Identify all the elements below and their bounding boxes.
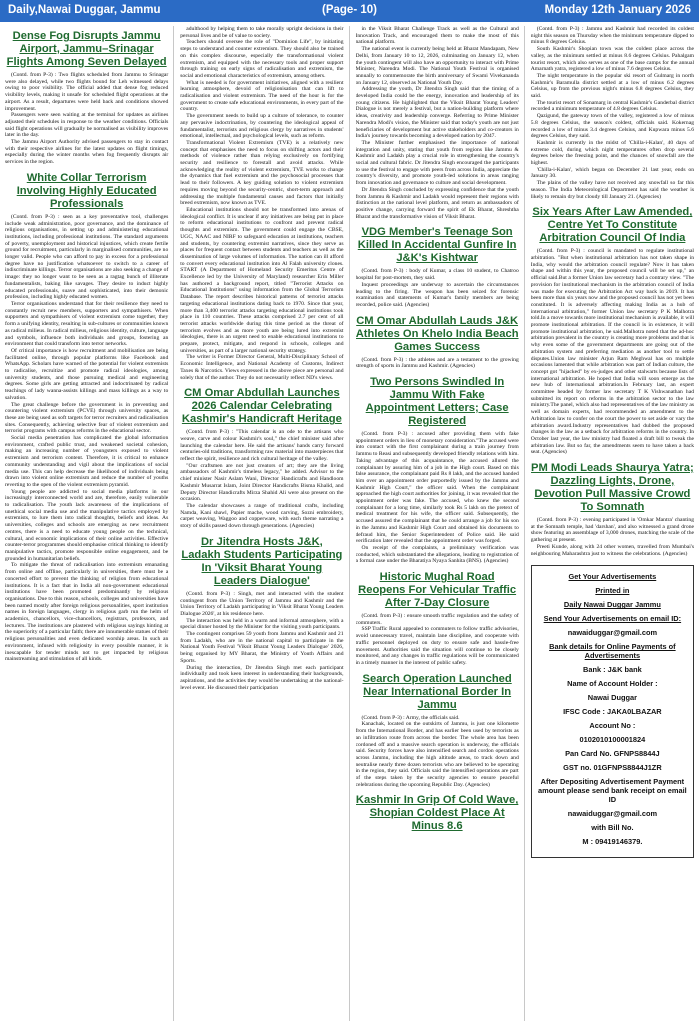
story-paragraph: (Contd. from P-3) : seen as a key preventative tool, challenges include weak administration, poor governance, and the dominance of religious organisations, in setting up and administering educational institutions, including professional institutions. The standard arguments of poverty, unemployment and historical injustices, which create fertile ground for recruitment, particularly in marginalised communities, are no longer valid. People who can afford to pay in excess for a professional degree have no justification whatsoever to switch to a career of indiscriminate killings. Terror organisations are also seeking a change of image: they no longer want to be seen as a ragtag bunch of illiterate fundamentalists, baking like savages. They desire to induct highly educated professionals, suave and sophisticated, into their demonic profession, including highly educated women. xyxy=(5,213,169,301)
column-1 xyxy=(5,26,174,1021)
story-paragraph: To mitigate the threat of radicalisation into extremism emanating from online and offline, particularly in universities, there must be a concerted effort to prevent the thinking of religion from educational institutions. It is a fact that in India all non-government educational institutions have been promoted predominantly by religious organisations. Due to this reason, schools, colleges and universities have been named mostly after foreign religious personalities, sport institution names in foreign languages, clergy in religious garb run the helm of academics, chancellors, vice-chancellors, registrars, professors, and lecturers. The institutions are plastered with religious sayings hinting at the superiority of a particular faith; there are innumerable statues of their religious personalities and even dedicated worship areas. In such an environment, infused with religiosity in every possible manner, it is inescapable for tender minds not to get impacted by religious mainstreaming and stimulation of all kinds. xyxy=(5,562,169,663)
story-paragraph: The night temperature in the popular ski resort of Gulmarg in north Kashmir's Baramulla district settled at a low of minus 6.2 degrees Celsius, up from the previous night's minus 6.8 degrees Celsius, they said. xyxy=(530,72,694,100)
story-paragraph: South Kashmir's Shopian town was the coldest place across the valley, as the minimum settled at minus 8.6 degrees Celsius. Pahalgam tourist resort, which also serves as one of the base camps for the annual Amarnath yatra, registered a low of minus 7.6 degrees Celsius. xyxy=(530,46,694,73)
news-story xyxy=(356,673,519,789)
story-paragraph: (Contd. from P-3) : "This calendar is an ode to the artisans who weave, carve and colour Kashmir's soul," the chief minister said after launching the calendar here. He said the artisans' hands carry forward centuries-old traditions, transforming raw material into masterpieces that reflect the spirit, resilience and rich cultural heritage of the valley. xyxy=(180,429,344,463)
story-paragraph: (Contd. from P-3) : body of Kumar, a class 10 student, to Chatroo hospital for post-mortem, they said. xyxy=(355,268,519,282)
columns xyxy=(5,26,694,1021)
news-story xyxy=(531,26,694,200)
news-story xyxy=(356,376,519,565)
headline: Six Years After Law Amended, Centre Yet To Constitute Arbitration Council Of India xyxy=(532,206,693,245)
news-story xyxy=(356,26,519,220)
news-story xyxy=(180,26,343,381)
story-paragraph: The contingent comprises 59 youth from Jammu and Kashmir and 21 from Ladakh, who are in the national capital to participate in the National Youth Festival 'Viksit Bharat Young Leaders Dialogue' 2026, being organised by MY Bharat, the Ministry of Youth Affairs and Sports. xyxy=(180,631,344,664)
ad-line: Pan Card No. GFNPS8844J xyxy=(565,749,660,759)
ad-line: Get Your Advertisements xyxy=(568,572,657,582)
story-paragraph: Preeti Kunde, along with 24 other women, travelled from Mumbai's neighbouring Maharashtra just to witness the celebrations. (Agencies) xyxy=(530,543,694,557)
ad-line: Nawai Duggar xyxy=(587,693,638,703)
story-paragraph: adulthood by helping them to take morally upright decisions in their personal lives and be of value to society. xyxy=(180,26,344,39)
story-paragraph: "Our craftsmen are not just creators of art; they are the living ambassadors of Kashmir's timeless legacy," he added. Advisor to the chief minister Nasir Aslam Wani, Director Handicrafts and Handloom Kashmir Musarrat Islam, Joint Director Handicrafts Bisma Khalid, and Deputy Director Handicrafts Mirza Shahid Ali were also present on the occasion. xyxy=(180,462,344,503)
story-paragraph: The great challenge before the government is in preventing and countering violent extremism (PCVE) through university spaces, as these are being used as soft targets for terror recruiters and radicalisation sites. Consequently, achieving selective fear of violent extremism and terrorist programs with campus reforms in the educational sector. xyxy=(5,401,169,435)
ad-line: Daily Nawai Duggar Jammu xyxy=(563,600,661,610)
news-story xyxy=(180,536,343,692)
ad-line: After Depositing Advertisement Payment amount please send bank receipt on email ID xyxy=(538,777,687,805)
story-paragraph: Social media penetration has complicated the global information environment, crafted public trust, and weakened societal cohesion, making an increasing number of youngsters exposed to violent extremism and terrorism content. Therefore, it is critical to enhance community understanding and vigil about the implications of social media use. This can help decrease the likelihood of individuals being drawn into violent online extremism and reduce the number of youths reverting to the open of the violent extremism pyramid. xyxy=(5,435,169,488)
story-paragraph: (Contd. from P-3) : Jammu and Kashmir had recorded its coldest night this season on Thursday when the minimum temperature dipped to minus 8 degrees Celsius. xyxy=(530,26,694,46)
story-paragraph: Passengers were seen waiting at the terminal for updates as airlines adjusted their schedules in response to the weather conditions. Officials said flight operations will gradually be normalised as visibility improves later in the day. xyxy=(5,112,169,139)
story-paragraph: The Jammu Airport Authority advised passengers to stay in contact with their respective airlines for the latest updates on flight timings, especially during the winter months when fog frequently disrupts air services in the region. xyxy=(5,139,169,166)
story-paragraph: (Contd. from P-3) : ensure smooth traffic regulation and the safety of commuters. xyxy=(355,613,519,626)
story-paragraph: (Contd. from P-3) : the athletes and are a testament to the growing strength of sports in Jammu and Kashmir. (Agencies) xyxy=(355,356,519,370)
story-paragraph: Inquest proceedings are underway to ascertain the circumstances leading to the firing. The weapon has been seized for forensic examination and statements of Kumar's family members are being recorded, police said. (Agencies) xyxy=(355,281,519,308)
headline: VDG Member's Teenage Son Killed In Accidental Gunfire In J&K's Kishtwar xyxy=(357,226,517,265)
news-story xyxy=(356,315,519,370)
story-paragraph: Qazigund, the gateway town of the valley, registered a low of minus 5.8 degrees Celsius, the season's coldest, officials said. Kokernag recorded a low of minus 3.4 degrees Celsius, and Kupwara minus 5.6 degrees Celsius, they said. xyxy=(530,113,694,140)
ad-line: Printed in xyxy=(595,586,630,596)
story-paragraph: The tourist resort of Sonamarg in central Kashmir's Ganderbal district recorded a minimum temperature of 4.8 degrees Celsius. xyxy=(530,99,694,113)
ad-line: M : 09419146379. xyxy=(582,837,643,847)
headline: Dense Fog Disrupts Jammu Airport, Jammu–Srinagar Flights Among Seven Delayed xyxy=(6,30,167,68)
news-story xyxy=(5,172,168,663)
story-paragraph: Teachers should oversee the role of "Dominion Life", by initiating steps to understand and counter extremism. They should also be trained on this complex discourse, especially the transformational violent extremism, and equipped with the necessary tools and proper support through training on early signs of radicalisation and extremism, the social and emotional characteristics of extremism, among others. xyxy=(180,39,344,79)
story-paragraph: 'Chilla-i-Kalan', which began on December 21 last year, ends on January 30. xyxy=(530,166,694,180)
page-number: (Page- 10) xyxy=(322,4,377,16)
ad-line: Bank details for Online Payments of Advertisements xyxy=(549,642,676,661)
news-story xyxy=(356,794,519,833)
headline: Two Persons Swindled In Jammu With Fake Appointment Letters; Case Registered xyxy=(365,376,509,428)
headline: CM Omar Abdullah Launches 2026 Calendar Celebrating Kashmir's Handicraft Heritage xyxy=(181,387,342,426)
story-paragraph: Kanachak, located on the outskirts of Jammu, is just one kilometre from the International Border, and has earlier been used by terrorists as an infiltration route from across the border. The whole area has been cordoned off and a massive search operation is underway, the officials said. Security forces have also intensified search and cordon operations across Jammu, including the high altitude areas, to track down and neutralise nearly three dozen terrorists who are believed to be operating in the region, they said. Officials said the intensified operations are part of the steps taken by the security agencies to ensure peaceful celebrations during the upcoming Republic Day. (Agencies) xyxy=(355,721,519,788)
story-paragraph: (Contd. from P-3) : Two flights scheduled from Jammu to Srinagar were also delayed, while two flights bound for Leh witnessed delays owing to poor visibility. The official added that dense fog reduced visibility levels, making it unsafe for scheduled flight operations at the airport. As a result, departures were held back and conditions showed improvement. xyxy=(5,72,169,112)
ad-line: Bank : J&K bank xyxy=(583,665,642,675)
story-paragraph: (Contd. from P-3) : accused after providing them with fake appointment orders in lieu of monetary consideration."The accused were into contact with the first complainant during a train journey from Jammu to Reasi and subsequently developed friendly relations with him. Taking advantage of this acquaintance, the accused allured the complainant by assuring him of a job in the High court. Based on this false assurance, the complainant paid Rs 8 lakh, and the accused handed him over an appointment order purportedly issued by the Jammu and Kashmir High Court," the officer said. When the complainant approached the high court authorities for joining, it was revealed that the appointment order was fake. The accused, who knew the second complainant for a long time, similarly took Rs 5 lakh on the pretext of medical treatment for his wife, the officer said. Subsequently, the accused assured the complainant that he could arrange a job for his son in the Jammu and Kashmir High Court and obtained his documents to defraud him, the Senior Superintendent of Police said. He said verification later revealed that the appointment order was forged. xyxy=(355,431,519,545)
column-4 xyxy=(531,26,694,1021)
story-paragraph: The national event is currently being held at Bharat Mandapam, New Delhi, from January 10 to 12, 2026, culminating on January 12, when the youth contingent will also have an opportunity to interact with Prime Minister, Narendra Modi. The National Youth Festival is organised annually to commemorate the birth anniversary of Swami Vivekananda on January 12, observed as National Youth Day. xyxy=(355,46,519,86)
news-story xyxy=(531,462,694,557)
story-paragraph: The calendar showcases a range of traditional crafts, including Namda, Kani shawl, Papier mache, wood carving, Sozni embroidery, carpet weaving, Waggoo and copperware, with each theme narrating a story of skills passed down through generations. (Agencies) xyxy=(180,503,344,530)
issue-date: Monday 12th January 2026 xyxy=(544,4,691,16)
ad-line: nawaiduggar@gmail.com xyxy=(567,628,658,638)
headline: White Collar Terrorism Involving Highly Educated Professionals xyxy=(16,171,157,210)
story-paragraph: Transformational Violent Extremism (TVE) is a relatively new concept that emphasises the need to focus on shifting actors and their methods of violence rather than relying exclusively on fortifying security and resilience to forestall and avoid attacks. While acknowledging the reality of violent extremism, TVE works to change the dynamics that fuel extremism and the psychosocial processes that lead to their followers. A key guiding solution to violent extremism requires moving beyond the security-centric, short-term approach and addressing the multiple fundamental causes and factors that initially breed extremism, now known as TVE. xyxy=(180,139,344,207)
headline: CM Omar Abdullah Lauds J&K Athletes On Khelo India Beach Games Success xyxy=(355,314,519,353)
story-paragraph: During the interaction, Dr Jitendra Singh met each participant individually and took keen interest in understanding their backgrounds, aspirations, and the activities they would be undertaking at the national-level event. He discussed their participation xyxy=(180,664,344,691)
story-paragraph: The Minister further emphasised the importance of national integration and unity, stating that youth from regions like Jammu & Kashmir and Ladakh play a crucial role in strengthening the country's social and cultural fabric. Dr Jitendra Singh encouraged the participants to use the festival to engage with peers from across India, appreciate the country's diversity, and promote youth-led solutions in areas ranging from innovation and governance to culture and social development. xyxy=(355,139,519,187)
publication-name: Daily,Nawai Duggar, Jammu xyxy=(8,4,161,16)
ad-line: Send Your Advertisements on email ID: xyxy=(543,614,682,624)
story-paragraph: in the Viksit Bharat Challenge Track as well as the Cultural and Innovation Track, and encouraged them to make the most of this national platform. xyxy=(355,26,519,46)
story-paragraph: The interaction was held in a warm and informal atmosphere, with a special dinner hosted by the Minister for the visiting youth participants. xyxy=(180,617,344,631)
story-paragraph: (Contd. from P-3) : evening participated in 'Omkar Mantra' chanting at the Somnath temple, had 'darshan', and also witnessed a grand drone show featuring an assemblage of 3,000 drones, matching the scale of the gathering at present. xyxy=(530,517,694,544)
advertisement-box xyxy=(531,565,694,858)
news-story xyxy=(356,571,519,667)
story-paragraph: The writer is Former Director General, Multi-Disciplinary School of Economic Intelligence, and National Academy of Customs, Indirect Taxes & Narcotics. Views expressed in the above piece are personal and solely that of the author. They do not necessarily reflect ND's views. xyxy=(180,354,344,381)
headline: Dr Jitendra Hosts J&K, Ladakh Students Participating In 'Viksit Bharat Young Leaders Dialogue' xyxy=(181,535,343,587)
story-paragraph: What is needed is for government initiatives, aligned with a resilient learning atmosphere, devoid of religionisation that can lift to radicalisation and violent extremism. The need of the hour is for the government to create safe educational environments, in every part of the country. xyxy=(180,79,344,113)
story-paragraph: (Contd. from P-3) : Singh, met and interacted with the student contingent from the Union Territory of Jammu and Kashmir and the Union Territory of Ladakh participating in 'Viksit Bharat Young Leaders Dialogue 2026', at his residence here. xyxy=(180,590,344,617)
column-2 xyxy=(180,26,349,1021)
story-paragraph: The government needs to build up a culture of tolerance, to counter any pervasive indoctrination, by countering the ideological appeal of fundamentalist, terrorists and religious clergy by narratives in students' emotional, intellectual, and psychological levels, such as reform. xyxy=(180,113,344,140)
story-paragraph: On receipt of the complaints, a preliminary verification was conducted, which substantiated the allegations, leading to registration of a formal case under the Bharatiya Nyaya Sanhita (BNS). (Agencies) xyxy=(355,544,519,565)
column-4-stories xyxy=(531,26,694,557)
ad-line: 0102010100001824 xyxy=(579,735,646,745)
headline: Search Operation Launched Near International Border In Jammu xyxy=(362,672,512,711)
story-paragraph: Young people are addicted to social media platforms in our increasingly interconnected world and are, therefore, easily vulnerable to radicalisation. The youth lack awareness of the implications of unethical social media use and the manipulative tactics employed by extremists, to lure them into radical thoughts, beliefs and ideas. As universities, colleges and schools are emerging as new recruitment centres, there is a need to educate young people on the technical, cultural, and economic implications of their online activities. Effective counter-terror programmes should emphasise critical thinking to identify manipulative tactics, promote responsible online engagement, and be grounded in humanitarian beliefs. xyxy=(5,488,169,562)
story-paragraph: (Contd. from P-3) : Army, the officials said. xyxy=(361,714,460,721)
headline: Historic Mughal Road Reopens For Vehicular Traffic After 7-Day Closure xyxy=(358,571,517,610)
news-story xyxy=(5,30,168,166)
headline: Kashmir In Grip Of Cold Wave, Shopian Coldest Place At Minus 8.6 xyxy=(355,794,519,833)
story-paragraph: Addressing the youth, Dr Jitendra Singh said that the timing of a developed India could be the energy, innovation and leadership of its young citizens. He highlighted that the Viksit Bharat Young Leaders' Dialogue is not merely a festival, but a nation-building platform where ideas, creativity and leadership converge. Referring to Prime Minister Narendra Modi's vision, the Minister said that today's youth are not just beneficiaries of development but active stakeholders and co-creators in India's journey towards becoming a developed nation by 2047. xyxy=(355,86,519,140)
ad-line: Account No : xyxy=(589,721,636,731)
news-story xyxy=(356,226,519,308)
story-paragraph: Terror organisations understand that for their resilience they need to constantly recruit new members, supporters and sympathisers. When supporters and sympathisers of violent extremism come together, they form a unifying identity, resulting in sub-cultures or communities known as radical milieus. In radical milieus, religious identity, culture, language and symbols, influence both individuals and groups, fostering an environment that could transform into terror networks. xyxy=(5,300,169,348)
ad-line: nawaiduggar@gmail.com xyxy=(567,809,658,819)
story-paragraph: Dr Jitendra Singh concluded by expressing confidence that the youth from Jammu & Kashmir and Ladakh would represent their regions with distinction at the national level platform, and return as ambassadors of positive change, carrying forward the spirit of Ek Bharat, Shreshtha Bharat and the transformative vision of Viksit Bharat. xyxy=(355,186,519,220)
story-paragraph: The plains of the valley have not received any snowfall so far this season. The India Meteorological Department has said the weather is likely to remain dry but cloudy till January 21. (Agencies) xyxy=(530,180,694,200)
column-3 xyxy=(356,26,525,1021)
news-story xyxy=(531,206,694,456)
story-paragraph: (Contd. from P-3) : council is mandated to regulate institutional arbitration. "But when institutional arbitration has not taken shape in India, why would the arbitration council regulate? Now it has taken shape and within this year, the proposed council will be set up," an official said.But a former Union law secretary had a contrary view. "The provision for institutional mechanism in the arbitration council of India was made for executing the Arbitration Act way back in 2019. It has been more than six years now and the proposed council has not yet been constituted. It is adversely affecting making India as a hub of international arbitration," former Union law secretary P K Malhotra told.In a move towards more institutional mechanism is available, it will promote institutional arbitration. If the council is in existence, it will promote institutional arbitration, he said.Malhotra noted that the ad-hoc arbitration prevalent in the country is creating more problems and that is why even some of the government departments are going out of the arbitration system and preferring mediation as another tool to settle disputes.Union law minister Arjun Ram Meghwal has on multiple occasions lamented that while arbitration was part of Indian culture, the concept got "hijacked" by ex-judges and other stalwarts because lists of international arbitration. He hoped that India will soon emerge as the new hub of international arbitration.In February last, an expert committee headed by former law secretary T K Vishwanathan had submitted its report on reforms in the arbitration sector to the law ministry.The panel, which also had representatives of the law ministry as well as domain experts, had recommended an amendment to the Arbitration law to confer on the court the power to set aside or vary the arbitration award.Industry representatives had dubbed the proposed changes in the law as a setback for arbitration reforms in the country. In October last year, the law ministry had floated a draft bill to tweak the arbitration law. But so far, the amendments seem to have taken a back seat. (Agencies) xyxy=(530,248,694,456)
ad-line: with Bill No. xyxy=(591,823,634,833)
ad-line: Name of Account Holder : xyxy=(567,679,658,689)
ad-line: IFSC Code : JAKA0LBAZAR xyxy=(563,707,662,717)
story-paragraph: Kashmir is currently in the midst of 'Chilla-i-Kalan', 40 days of extreme cold, during which night temperatures often drop several degrees below the freezing point, and the chances of snowfall are the highest. xyxy=(530,139,694,167)
page-header xyxy=(0,0,699,22)
news-story xyxy=(180,387,343,530)
story-paragraph: Educational institutions should not be transformed into arenas of ideological conflict. It is unclear if any initiatives are being put in place to reform educational institutions to confront and prevent radical thoughts and extremism. The government could engage the CBSE, UGC, NAAC and NIRF to safeguard education at institutions, teachers and students, by countering extremist narratives, since they serve as places for frequent contact between students and teachers as well as the dissemination of large volumes of information. The nation can ill afford to convert every educational institution into Al Falah university clones. START (A Department of Homeland Security Emeritus Centre of Excellence led by the University of Maryland) researcher Erin Miller has authored a background report, titled "Terrorist Attacks on Educational Institutions" using information from the Global Terrorism Database. The report describes historical patterns of terrorist attacks targeting educational institutions dating back to 1970. Since that year, more than 3,400 terrorist attacks targeting educational institutions took place in 110 countries. These attacks comprised 2.7 per cent of all terrorist attacks worldwide during this time period as the threat of terrorism evolves and as more youth are being lured into extremist ideologies, there is an urgent need to enable educational institutions to prepare, protect, mitigate, and respond in schools, colleges and universities, as part of a larger national security strategy. xyxy=(180,206,344,354)
ad-line: GST no. 01GFNPS8844J1ZR xyxy=(563,763,662,773)
story-paragraph: Of critical importance is how recruitment and mobilisation are being facilitated online, through popular platforms like Facebook and WhatsApp. Scholars have warned of the potential for violent extremists to radicalise, recruitize and promote radical ideologies, among university students, and those pursuing medical and engineering degrees. Some girls are getting attracted and indoctrinated by radical teachings of lady wanna-assists killings and mass killings as a way to salvation. xyxy=(5,347,169,401)
story-paragraph: SSP Traffic Rural appealed to commuters to follow traffic advisories, avoid unnecessary travel, maintain lane discipline, and cooperate with traffic personnel deployed on duty to ensure safe and hassle-free movement. Authorities said the situation will continue to be closely monitored, and any changes in traffic regulations will be communicated in a timely manner in the interest of public safety. xyxy=(355,626,519,666)
headline: PM Modi Leads Shaurya Yatra; Dazzling Lights, Drone, Devotion Pull Massive Crowd To Somnath xyxy=(531,462,694,514)
